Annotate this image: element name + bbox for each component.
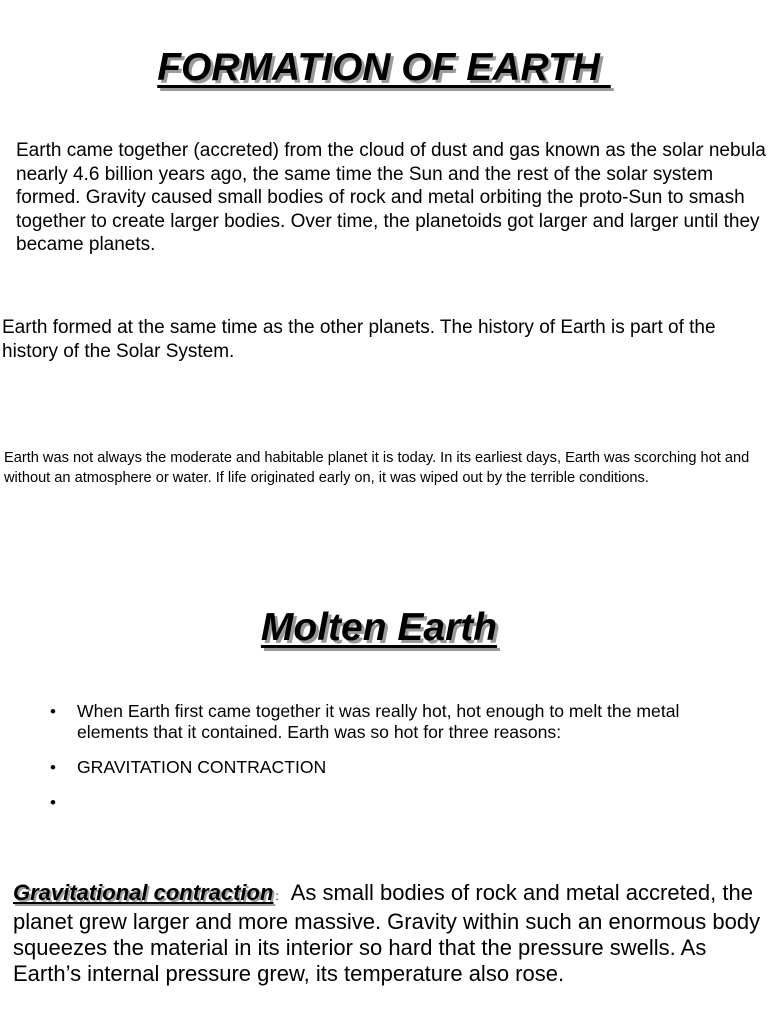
intro-paragraph: Earth came together (accreted) from the cloud of dust and gas known as the solar nebula nearly 4.6 billion years ago, the same time the Sun and the rest of the solar system formed. Gravity caused small bodies of rock and metal orbiting the proto-Sun to smash together to create larger bodies. Over time, the planetoids got larger and larger until they became planets. xyxy=(16,140,766,255)
history-paragraph: Earth formed at the same time as the other planets. The history of Earth is part of the history of the Solar System. xyxy=(2,317,716,362)
section-title-molten-earth: Molten Earth xyxy=(260,606,498,649)
definition-term: Gravitational contraction xyxy=(13,880,274,905)
list-item xyxy=(50,701,710,743)
bullet-icon: • xyxy=(50,793,56,812)
list-item xyxy=(50,757,710,778)
bullet-icon: • xyxy=(50,702,56,721)
bullet-icon: • xyxy=(50,758,56,777)
definition-paragraph xyxy=(13,880,763,987)
early-earth-paragraph: Earth was not always the moderate and habitable planet it is today. In its earliest days, Earth was scorching hot and without an atmosphere or water. If life originated early on, it was wiped out by the terrible conditions. xyxy=(4,450,750,486)
page-title: FORMATION OF EARTH xyxy=(157,46,611,89)
list-item-text: GRAVITATION CONTRACTION xyxy=(77,757,327,777)
list-item xyxy=(50,792,710,813)
definition-separator: : xyxy=(275,889,279,903)
definition-text: As small bodies of rock and metal accreted, the planet grew larger and more massive. Gravity within such an enormous body squeezes the material in its interior so hard that the pressure swells. As Earth’s internal pressure grew, its temperature also rose. xyxy=(13,880,761,986)
list-item-text: When Earth first came together it was really hot, hot enough to melt the metal elements that it contained. Earth was so hot for three reasons: xyxy=(77,701,680,742)
reasons-list xyxy=(50,701,710,827)
